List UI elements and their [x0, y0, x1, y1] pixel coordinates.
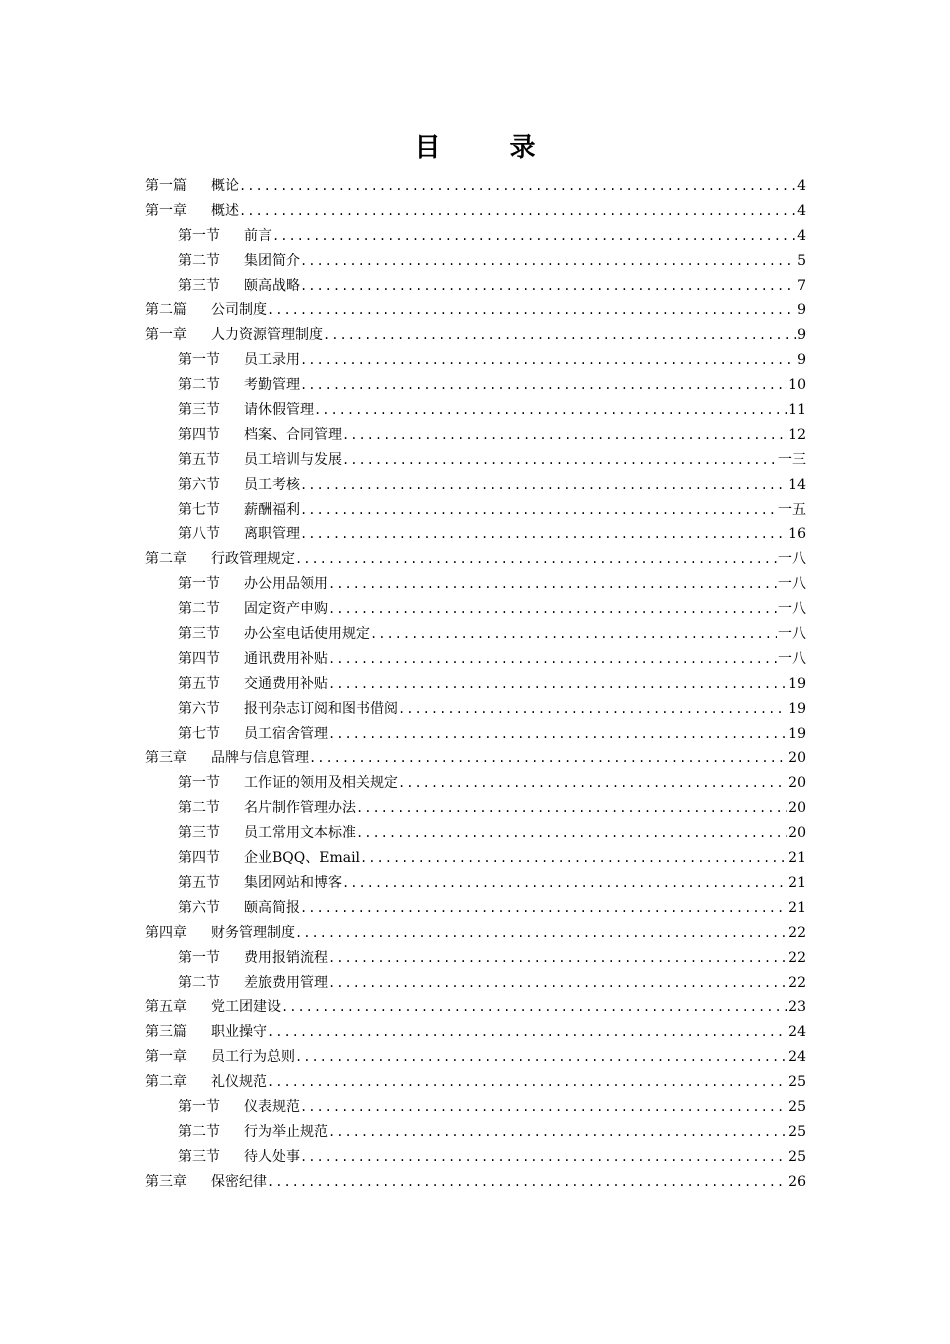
toc-entry[interactable] [145, 522, 806, 547]
toc-dot-leader [300, 896, 787, 921]
toc-dot-leader [328, 647, 777, 672]
toc-entry-label: 员工常用文本标准 [244, 825, 356, 842]
toc-dot-leader [342, 871, 787, 896]
toc-entry[interactable] [145, 547, 806, 572]
toc-dot-leader [398, 697, 787, 722]
toc-dot-leader [314, 398, 787, 423]
toc-entry-label: 前言 [244, 227, 272, 244]
toc-entry-label: 办公室电话使用规定 [244, 626, 370, 643]
toc-dot-leader [328, 572, 777, 597]
toc-entry-page: 20 [788, 775, 806, 792]
toc-entry-page: 21 [788, 899, 806, 916]
toc-entry[interactable] [145, 249, 806, 274]
toc-dot-leader [356, 796, 787, 821]
toc-entry-number: 第四节 [178, 426, 220, 443]
toc-entry-number: 第一章 [145, 327, 187, 344]
toc-entry-label: 财务管理制度 [211, 924, 295, 941]
toc-entry-page: 11 [788, 402, 806, 419]
toc-entry[interactable] [145, 398, 806, 423]
toc-entry-number: 第四节 [178, 850, 220, 867]
toc-entry[interactable] [145, 647, 806, 672]
toc-entry-page: 20 [788, 825, 806, 842]
toc-dot-leader [360, 846, 787, 871]
toc-entry[interactable] [145, 473, 806, 498]
toc-entry-page: 24 [788, 1024, 806, 1041]
toc-entry-label: 待人处事 [244, 1148, 300, 1165]
toc-entry-label: 概论 [211, 178, 239, 194]
toc-entry-number: 第八节 [178, 526, 220, 543]
toc-entry-number: 第一节 [178, 352, 220, 369]
toc-entry[interactable] [145, 199, 806, 224]
toc-entry-number: 第二节 [178, 601, 220, 618]
toc-entry-page: 21 [788, 850, 806, 867]
toc-entry[interactable] [145, 796, 806, 821]
toc-entry-number: 第二节 [178, 974, 220, 991]
toc-entry-number: 第二节 [178, 252, 220, 269]
toc-entry[interactable] [145, 697, 806, 722]
toc-entry-page: 25 [788, 1123, 806, 1140]
toc-entry-label: 名片制作管理办法 [244, 800, 356, 817]
toc-entry-label: 员工宿舍管理 [244, 725, 328, 742]
toc-entry-number: 第四章 [145, 924, 187, 941]
toc-entry[interactable] [145, 448, 806, 473]
toc-dot-leader [370, 622, 777, 647]
toc-entry-number: 第三节 [178, 1148, 220, 1165]
toc-entry[interactable] [145, 1020, 806, 1045]
toc-entry-page: 一五 [778, 501, 806, 518]
toc-entry-page: 25 [788, 1148, 806, 1165]
toc-entry-label: 颐高简报 [244, 899, 300, 916]
toc-entry[interactable] [145, 1095, 806, 1120]
toc-entry-label: 保密纪律 [211, 1173, 267, 1190]
toc-entry-page: 一八 [778, 650, 806, 667]
toc-entry-label: 仪表规范 [244, 1098, 300, 1115]
toc-entry-page: 7 [797, 277, 806, 294]
toc-dot-leader [328, 1120, 787, 1145]
toc-entry-page: 一八 [778, 576, 806, 593]
toc-entry[interactable] [145, 921, 806, 946]
toc-entry-page: 22 [788, 974, 806, 991]
toc-entry-page: 4 [797, 227, 806, 244]
toc-entry-number: 第三节 [178, 825, 220, 842]
toc-dot-leader [342, 423, 787, 448]
toc-entry-page: 一八 [778, 626, 806, 643]
toc-dot-leader [239, 174, 796, 199]
toc-dot-leader [300, 1145, 787, 1170]
toc-dot-leader [300, 473, 787, 498]
toc-entry-number: 第三节 [178, 277, 220, 294]
toc-dot-leader [328, 946, 787, 971]
toc-entry-label: 固定资产申购 [244, 601, 328, 618]
toc-entry-page: 一八 [778, 551, 806, 568]
toc-entry-label: 请休假管理 [244, 402, 314, 419]
table-of-contents [145, 174, 806, 1195]
toc-entry[interactable] [145, 224, 806, 249]
toc-entry-label: 员工培训与发展 [244, 451, 342, 468]
toc-entry[interactable] [145, 746, 806, 771]
toc-entry[interactable] [145, 995, 806, 1020]
toc-entry-page: 24 [788, 1049, 806, 1066]
toc-entry-number: 第二节 [178, 1123, 220, 1140]
toc-entry[interactable] [145, 971, 806, 996]
toc-dot-leader [356, 821, 787, 846]
toc-entry-page: 19 [788, 675, 806, 692]
toc-entry-label: 考勤管理 [244, 377, 300, 394]
toc-entry-page: 一八 [778, 601, 806, 618]
toc-entry[interactable] [145, 722, 806, 747]
toc-entry[interactable] [145, 1145, 806, 1170]
toc-dot-leader [267, 1170, 787, 1195]
toc-dot-leader [267, 1020, 787, 1045]
toc-entry[interactable] [145, 871, 806, 896]
toc-entry-number: 第七节 [178, 501, 220, 518]
toc-dot-leader [398, 771, 787, 796]
toc-entry-page: 19 [788, 725, 806, 742]
toc-entry-page: 22 [788, 924, 806, 941]
toc-entry-page: 23 [788, 999, 806, 1016]
toc-entry-number: 第一节 [178, 775, 220, 792]
toc-entry-page: 22 [788, 949, 806, 966]
toc-entry-label: 颐高战略 [244, 277, 300, 294]
toc-entry[interactable] [145, 274, 806, 299]
toc-entry[interactable] [145, 348, 806, 373]
toc-entry-number: 第七节 [178, 725, 220, 742]
toc-entry[interactable] [145, 373, 806, 398]
toc-entry-label: 人力资源管理制度 [211, 327, 323, 344]
toc-entry[interactable] [145, 498, 806, 523]
toc-dot-leader [300, 348, 796, 373]
toc-entry[interactable] [145, 1170, 806, 1195]
toc-entry-label: 品牌与信息管理 [211, 750, 309, 767]
toc-dot-leader [295, 547, 777, 572]
toc-entry-page: 4 [797, 202, 806, 219]
toc-entry-number: 第一章 [145, 202, 187, 219]
toc-entry-page: 14 [788, 476, 806, 493]
toc-entry-label: 费用报销流程 [244, 949, 328, 966]
toc-entry-label: 礼仪规范 [211, 1074, 267, 1091]
toc-entry-number: 第六节 [178, 899, 220, 916]
toc-dot-leader [328, 722, 787, 747]
toc-entry-number: 第三节 [178, 402, 220, 419]
toc-dot-leader [300, 249, 796, 274]
toc-entry-number: 第一章 [145, 1049, 187, 1066]
toc-entry-label: 集团网站和博客 [244, 874, 342, 891]
toc-entry-number: 第五章 [145, 999, 187, 1016]
toc-entry[interactable] [145, 622, 806, 647]
toc-entry-label: 行为举止规范 [244, 1123, 328, 1140]
toc-dot-leader [300, 274, 796, 299]
toc-entry-label: 企业BQQ、Email [244, 850, 361, 867]
toc-entry[interactable] [145, 597, 806, 622]
toc-title: 目 录 [414, 133, 566, 163]
toc-entry[interactable] [145, 572, 806, 597]
toc-entry-number: 第五节 [178, 874, 220, 891]
toc-entry-label: 通讯费用补贴 [244, 650, 328, 667]
toc-dot-leader [300, 498, 777, 523]
toc-dot-leader [239, 199, 796, 224]
toc-entry-page: 25 [788, 1098, 806, 1115]
toc-entry-page: 一三 [778, 451, 806, 468]
toc-entry-page: 5 [797, 252, 806, 269]
toc-entry-page: 19 [788, 700, 806, 717]
toc-entry-page: 9 [797, 302, 806, 319]
toc-dot-leader [300, 373, 787, 398]
toc-entry-label: 员工考核 [244, 476, 300, 493]
toc-entry-page: 10 [788, 377, 806, 394]
toc-entry-page: 16 [788, 526, 806, 543]
toc-entry[interactable] [145, 174, 806, 199]
toc-dot-leader [281, 995, 787, 1020]
toc-entry-number: 第一篇 [145, 178, 187, 194]
toc-entry-label: 办公用品领用 [244, 576, 328, 593]
toc-entry-number: 第三节 [178, 626, 220, 643]
toc-entry-label: 行政管理规定 [211, 551, 295, 568]
toc-entry-page: 20 [788, 750, 806, 767]
toc-entry-number: 第六节 [178, 700, 220, 717]
toc-entry-number: 第一节 [178, 227, 220, 244]
toc-entry-number: 第一节 [178, 576, 220, 593]
toc-entry-number: 第六节 [178, 476, 220, 493]
toc-entry-label: 概述 [211, 202, 239, 219]
toc-entry-label: 公司制度 [211, 302, 267, 319]
toc-entry[interactable] [145, 423, 806, 448]
toc-entry-number: 第一节 [178, 949, 220, 966]
toc-entry-label: 薪酬福利 [244, 501, 300, 518]
toc-dot-leader [267, 1070, 787, 1095]
toc-entry-label: 职业操守 [211, 1024, 267, 1041]
toc-entry[interactable] [145, 821, 806, 846]
toc-dot-leader [267, 298, 796, 323]
toc-entry-label: 离职管理 [244, 526, 300, 543]
toc-entry-number: 第三章 [145, 750, 187, 767]
toc-entry-number: 第二节 [178, 377, 220, 394]
toc-dot-leader [342, 448, 777, 473]
toc-entry-label: 档案、合同管理 [244, 426, 342, 443]
toc-entry-page: 26 [788, 1173, 806, 1190]
toc-dot-leader [328, 672, 787, 697]
toc-entry-number: 第二节 [178, 800, 220, 817]
toc-entry-label: 员工录用 [244, 352, 300, 369]
toc-dot-leader [295, 921, 787, 946]
toc-entry-page: 20 [788, 800, 806, 817]
toc-entry-page: 9 [797, 352, 806, 369]
toc-entry[interactable] [145, 672, 806, 697]
toc-entry-number: 第五节 [178, 451, 220, 468]
toc-dot-leader [295, 1045, 787, 1070]
toc-entry[interactable] [145, 771, 806, 796]
toc-entry[interactable] [145, 323, 806, 348]
toc-entry[interactable] [145, 1070, 806, 1095]
toc-dot-leader [328, 597, 777, 622]
toc-entry-number: 第二章 [145, 1074, 187, 1091]
toc-entry-number: 第二章 [145, 551, 187, 568]
toc-entry[interactable] [145, 896, 806, 921]
toc-entry-number: 第三章 [145, 1173, 187, 1190]
toc-entry-page: 12 [788, 426, 806, 443]
toc-dot-leader [309, 746, 787, 771]
toc-entry[interactable] [145, 846, 806, 871]
toc-entry-page: 4 [797, 178, 806, 194]
toc-entry-label: 差旅费用管理 [244, 974, 328, 991]
toc-entry-label: 集团简介 [244, 252, 300, 269]
toc-dot-leader [328, 971, 787, 996]
toc-entry-number: 第五节 [178, 675, 220, 692]
toc-entry[interactable] [145, 1120, 806, 1145]
toc-dot-leader [300, 1095, 787, 1120]
toc-dot-leader [272, 224, 796, 249]
toc-entry-number: 第三篇 [145, 1024, 187, 1041]
toc-entry-page: 21 [788, 874, 806, 891]
toc-entry-label: 党工团建设 [211, 999, 281, 1016]
toc-dot-leader [300, 522, 787, 547]
toc-entry-page: 9 [797, 327, 806, 344]
toc-entry-page: 25 [788, 1074, 806, 1091]
toc-entry[interactable] [145, 1045, 806, 1070]
toc-entry-number: 第四节 [178, 650, 220, 667]
toc-entry-label: 工作证的领用及相关规定 [244, 775, 398, 792]
toc-dot-leader [323, 323, 796, 348]
toc-entry[interactable] [145, 298, 806, 323]
toc-entry-label: 交通费用补贴 [244, 675, 328, 692]
toc-entry[interactable] [145, 946, 806, 971]
toc-entry-number: 第一节 [178, 1098, 220, 1115]
toc-entry-label: 员工行为总则 [211, 1049, 295, 1066]
toc-entry-number: 第二篇 [145, 302, 187, 319]
toc-entry-label: 报刊杂志订阅和图书借阅 [244, 700, 398, 717]
